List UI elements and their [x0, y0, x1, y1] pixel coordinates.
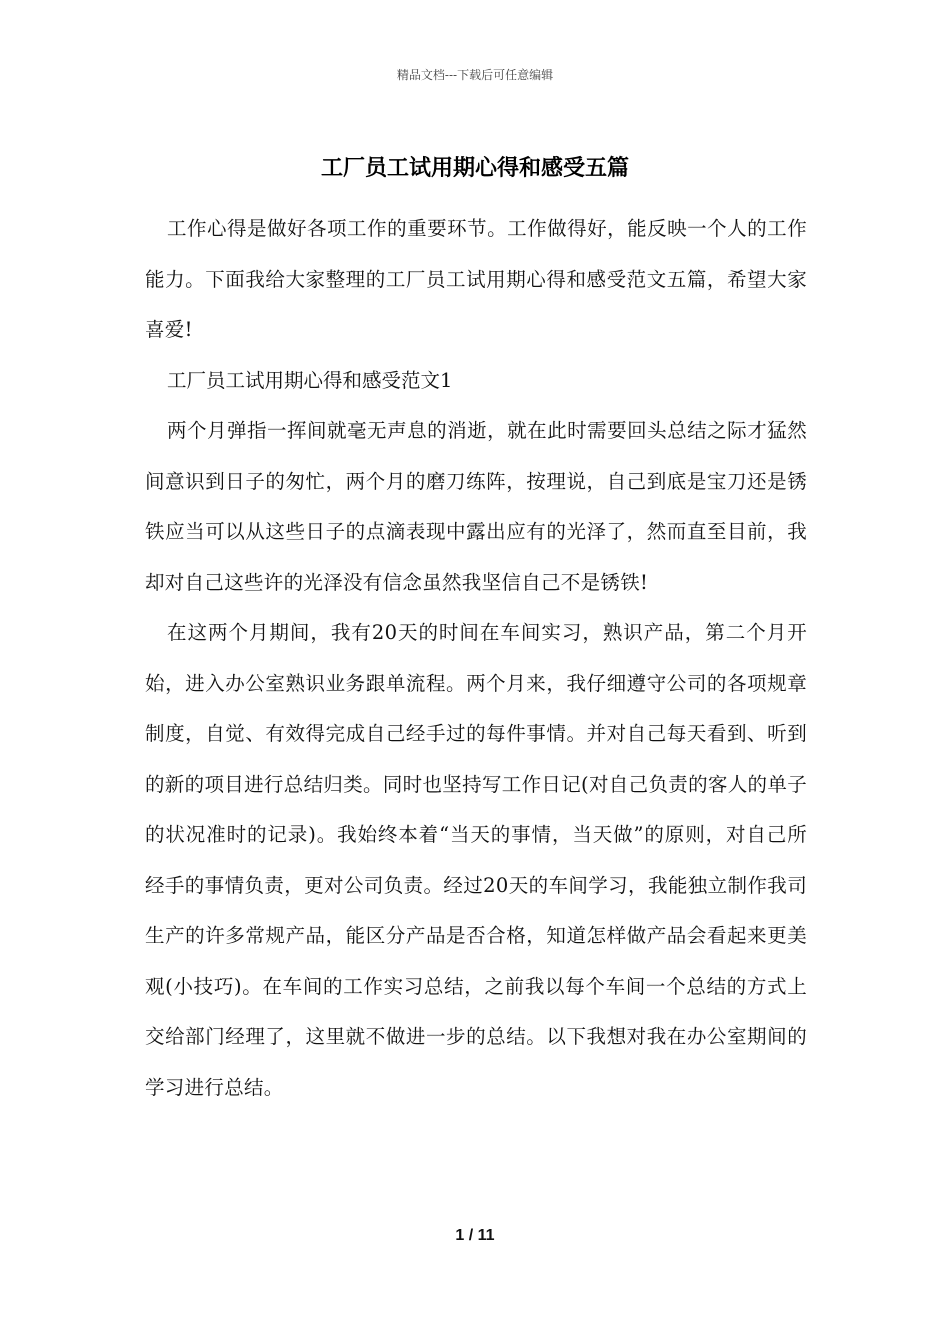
document-body	[145, 204, 807, 1113]
page-number: 1 / 11	[455, 1227, 495, 1244]
document-title: 工厂员工试用期心得和感受五篇	[320, 155, 629, 181]
body-paragraph-2: 在这两个月期间，我有20天的时间在车间实习，熟识产品，第二个月开始，进入办公室熟识业务跟单流程。两个月来，我仔细遵守公司的各项规章制度，自觉、有效得完成自己经手过的每件事情。并对自己每天看到、听到的新的项目进行总结归类。同时也坚持写工作日记(对自己负责的客人的单子的状况准时的记录)。我始终本着“当天的事情，当天做”的原则，对自己所经手的事情负责，更对公司负责。经过20天的车间学习，我能独立制作我司生产的许多常规产品，能区分产品是否合格，知道怎样做产品会看起来更美观(小技巧)。在车间的工作实习总结，之前我以每个车间一个总结的方式上交给部门经理了，这里就不做进一步的总结。以下我想对我在办公室期间的学习进行总结。	[145, 621, 807, 1099]
page-header-watermark: 精品文档---下载后可任意编辑	[396, 68, 554, 82]
body-paragraph-1: 两个月弹指一挥间就毫无声息的消逝，就在此时需要回头总结之际才猛然间意识到日子的匆忙，两个月的磨刀练阵，按理说，自己到底是宝刀还是锈铁应当可以从这些日子的点滴表现中露出应有的光泽了，然而直至目前，我却对自己这些许的光泽没有信念虽然我坚信自己不是锈铁!	[145, 419, 807, 594]
section-heading: 工厂员工试用期心得和感受范文1	[167, 368, 453, 392]
intro-paragraph: 工作心得是做好各项工作的重要环节。工作做得好，能反映一个人的工作能力。下面我给大家整理的工厂员工试用期心得和感受范文五篇，希望大家喜爱!	[145, 217, 807, 341]
